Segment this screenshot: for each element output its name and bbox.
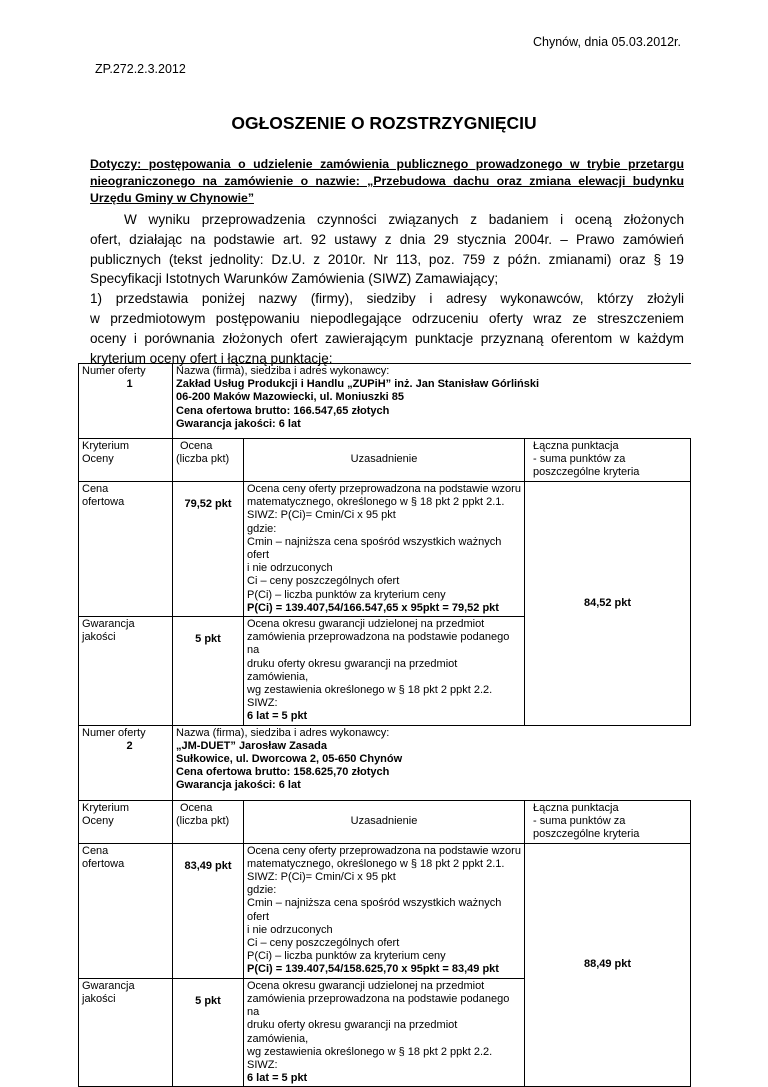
total-header-line: poszczególne kryteria [533,466,640,479]
offer-header-row [79,364,691,439]
score-header [173,439,244,482]
justification-line: Cmin – najniższa cena spośród wszystkich ważnych ofert [247,535,502,562]
criterion-header-line: Kryterium [82,440,130,452]
justification-line: zamówienia przeprowadzona na podstawie podanego na [247,631,510,657]
page-title: OGŁOSZENIE O ROZSTRZYGNIĘCIU [231,113,537,133]
body-line: W wyniku przeprowadzenia czynności związanych z badaniem i oceną złożonych [124,212,684,227]
warranty-justification [244,978,525,1087]
criterion-label: Cena [82,483,109,495]
criterion-label: ofertowa [82,496,125,509]
total-header-line: poszczególne kryteria [533,828,640,841]
justification-line: Ocena okresu gwarancji udzielonej na przedmiot [247,618,485,631]
price-score: 79,52 pkt [173,482,244,617]
justification-line: P(Ci) – liczba punktów za kryterium ceny [247,950,446,963]
score-header-line: Ocena [180,801,213,814]
total-header-line: Łączna punktacja [533,440,619,452]
criterion-header-line: Oceny [82,453,114,466]
total-header-line: - suma punktów za [533,453,626,466]
justification-line: P(Ci) – liczba punktów za kryterium ceny [247,588,446,601]
body-line: 1) przedstawia poniżej nazwy (firmy), siedziby i adresy wykonawców, którzy złożyli [90,291,684,307]
body-paragraph [90,210,684,368]
firm-name: „JM-DUET” Jarosław Zasada [176,739,327,752]
offer-warranty: Gwarancja jakości: 6 lat [176,779,301,792]
body-line: kryterium oceny ofert i łączną punktację: [90,350,333,366]
total-header-line: - suma punktów za [533,814,626,827]
offer-price: Cena ofertowa brutto: 166.547,65 złotych [176,404,390,417]
price-formula: P(Ci) = 139.407,54/158.625,70 x 95pkt = 83,49 pkt [247,963,499,976]
firm-address: 06-200 Maków Mazowiecki, ul. Moniuszki 85 [176,391,405,404]
criterion-header-line: Oceny [82,814,114,827]
offer-number-label: Numer oferty [82,365,146,377]
criteria-header-row [79,800,691,843]
justification-line: druku oferty okresu gwarancji na przedmiot zamówienia, [247,657,458,683]
justification-line: druku oferty okresu gwarancji na przedmiot zamówienia, [247,1019,458,1045]
criterion-label: Gwarancja [82,618,135,631]
justification-header: Uzasadnienie [244,800,525,843]
justification-line: matematycznego, określonego w § 18 pkt 2 ppkt 2.1. [247,857,505,870]
criterion-warranty [79,978,173,1087]
justification-line: i nie odrzuconych [247,923,333,936]
subject-line: Dotyczy: postępowania o udzielenie zamówienia publicznego prowadzonego w trybie przetargu nieograniczonego na zamówienie o nazwie: „Przebudowa dachu oraz zmiana elewacji budynku Urzędu Gminy w Chynowie” [90,157,684,205]
body-line: oceny i porównania złożonych ofert zawierającym punktacje przyznaną oferentom w każdym [90,330,684,346]
total-header [525,800,691,843]
warranty-score: 5 pkt [173,978,244,1087]
offer-number-cell [79,364,173,439]
total-score: 84,52 pkt [525,482,691,726]
firm-address: Sułkowice, ul. Dworcowa 2, 05-650 Chynów [176,753,403,766]
score-header [173,800,244,843]
criteria-header-row [79,439,691,482]
offer-firm-cell [173,364,691,439]
justification-line: wg zestawienia określonego w § 18 pkt 2 ppkt 2.2. SIWZ: [247,684,493,710]
offer-firm-cell [173,725,691,800]
body-line: ofert, działając na podstawie art. 92 ustawy z dnia 29 stycznia 2004r. – Prawo zamówień [90,231,684,247]
justification-line: Ocena ceny oferty przeprowadzona na podstawie wzoru [247,844,521,857]
criterion-label: Cena [82,844,109,857]
justification-line: SIWZ: P(Ci)= Cmin/Ci x 95 pkt [247,871,396,884]
justification-line: Ocena ceny oferty przeprowadzona na podstawie wzoru [247,483,521,495]
offer-number-cell [79,725,173,800]
justification-line: SIWZ: P(Ci)= Cmin/Ci x 95 pkt [247,509,396,522]
price-formula: P(Ci) = 139.407,54/166.547,65 x 95pkt = 79,52 pkt [247,601,499,614]
results-table [78,363,691,1087]
score-header-line: (liczba pkt) [176,453,230,466]
justification-line: matematycznego, określonego w § 18 pkt 2 ppkt 2.1. [247,496,505,509]
criterion-header [79,439,173,482]
price-justification [244,482,525,617]
document-date: Chynów, dnia 05.03.2012r. [532,35,681,49]
warranty-formula: 6 lat = 5 pkt [247,710,308,723]
justification-line: Ci – ceny poszczególnych ofert [247,575,400,588]
offer-number: 2 [126,739,133,752]
firm-name: Zakład Usług Produkcji i Handlu „ZUPiH” inż. Jan Stanisław Górliński [176,378,540,391]
justification-line: gdzie: [247,522,277,535]
criterion-header-line: Kryterium [82,801,130,814]
total-score: 88,49 pkt [525,843,691,1087]
offer-header-row [79,725,691,800]
justification-header: Uzasadnienie [244,439,525,482]
total-header [525,439,691,482]
warranty-justification [244,617,525,726]
price-justification [244,843,525,978]
justification-line: i nie odrzuconych [247,562,333,575]
reference-number: ZP.272.2.3.2012 [95,62,186,76]
offer-number: 1 [126,378,133,391]
criterion-label: Gwarancja [82,979,135,992]
offer-number-label: Numer oferty [82,726,146,739]
criterion-header [79,800,173,843]
warranty-formula: 6 lat = 5 pkt [247,1072,308,1085]
justification-line: Cmin – najniższa cena spośród wszystkich ważnych ofert [247,897,502,923]
criterion-row-price [79,843,691,978]
body-line: w przedmiotowym postępowaniu niepodlegające odrzuceniu oferty wraz ze streszczeniem [90,310,684,326]
firm-header: Nazwa (firma), siedziba i adres wykonawcy: [176,365,390,377]
criterion-price [79,482,173,617]
criterion-warranty [79,617,173,726]
criterion-row-price [79,482,691,617]
criterion-price [79,843,173,978]
justification-line: wg zestawienia określonego w § 18 pkt 2 ppkt 2.2. SIWZ: [247,1045,493,1071]
body-line: Specyfikacji Istotnych Warunków Zamówienia (SIWZ) Zamawiający; [90,271,499,287]
offer-warranty: Gwarancja jakości: 6 lat [176,417,301,430]
score-header-line: Ocena [180,440,213,452]
justification-line: Ci – ceny poszczególnych ofert [247,937,400,950]
total-header-line: Łączna punktacja [533,801,619,814]
body-line: publicznych (tekst jednolity: Dz.U. z 2010r. Nr 113, poz. 759 z późn. zmianami) oraz § 19 [90,251,684,267]
criterion-label: ofertowa [82,857,125,870]
firm-header: Nazwa (firma), siedziba i adres wykonawcy: [176,726,390,739]
justification-line: zamówienia przeprowadzona na podstawie podanego na [247,992,510,1019]
justification-line: Ocena okresu gwarancji udzielonej na przedmiot [247,979,485,992]
criterion-label: jakości [82,992,116,1005]
criterion-label: jakości [82,631,116,644]
offer-price: Cena ofertowa brutto: 158.625,70 złotych [176,766,390,779]
warranty-score: 5 pkt [173,617,244,726]
justification-line: gdzie: [247,884,277,897]
price-score: 83,49 pkt [173,843,244,978]
score-header-line: (liczba pkt) [176,814,230,827]
